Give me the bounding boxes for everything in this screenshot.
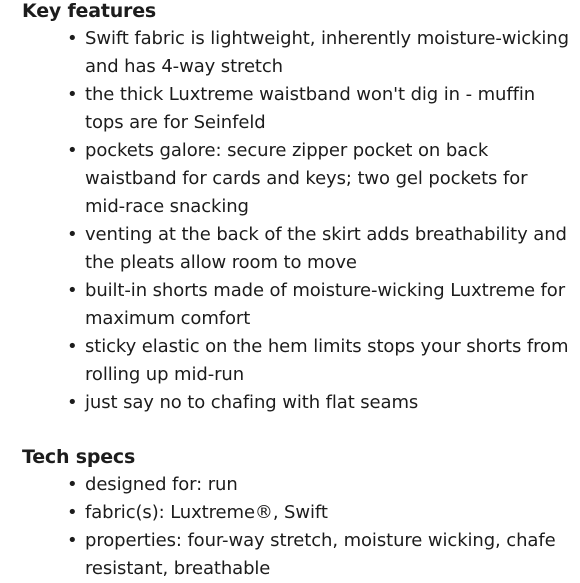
list-item-text: sticky elastic on the hem limits stops your shorts from rolling up mid-run (85, 336, 569, 385)
bullet-icon: • (67, 280, 78, 301)
list-item-text: designed for: run (85, 474, 238, 495)
list-item (22, 333, 572, 389)
list-item (22, 499, 572, 527)
list-item-text: the thick Luxtreme waistband won't dig in - muffin tops are for Seinfeld (85, 84, 536, 133)
list-item-text: pockets galore: secure zipper pocket on back waistband for cards and keys; two gel pockets for mid-race snacking (85, 140, 528, 217)
bullet-icon: • (67, 336, 78, 357)
tech-specs-list (22, 471, 572, 583)
list-item-text: fabric(s): Luxtreme®, Swift (85, 502, 328, 523)
bullet-icon: • (67, 84, 78, 105)
tech-specs-section (22, 443, 572, 583)
list-item-text: built-in shorts made of moisture-wicking Luxtreme for maximum comfort (85, 280, 565, 329)
bullet-icon: • (67, 392, 78, 413)
list-item-text: just say no to chafing with flat seams (85, 392, 419, 413)
list-item (22, 81, 572, 137)
list-item (22, 25, 572, 81)
bullet-icon: • (67, 28, 78, 49)
list-item (22, 137, 572, 221)
list-item (22, 277, 572, 333)
key-features-heading: Key features (22, 0, 157, 22)
list-item-text: venting at the back of the skirt adds breathability and the pleats allow room to move (85, 224, 567, 273)
tech-specs-heading: Tech specs (22, 446, 136, 468)
bullet-icon: • (67, 474, 78, 495)
bullet-icon: • (67, 530, 78, 551)
list-item (22, 471, 572, 499)
key-features-list (22, 25, 572, 417)
list-item (22, 527, 572, 583)
bullet-icon: • (67, 224, 78, 245)
key-features-section (22, 0, 572, 417)
list-item-text: properties: four-way stretch, moisture wicking, chafe resistant, breathable (85, 530, 556, 579)
list-item (22, 221, 572, 277)
bullet-icon: • (67, 502, 78, 523)
list-item-text: Swift fabric is lightweight, inherently moisture-wicking and has 4-way stretch (85, 28, 569, 77)
list-item (22, 389, 572, 417)
bullet-icon: • (67, 140, 78, 161)
